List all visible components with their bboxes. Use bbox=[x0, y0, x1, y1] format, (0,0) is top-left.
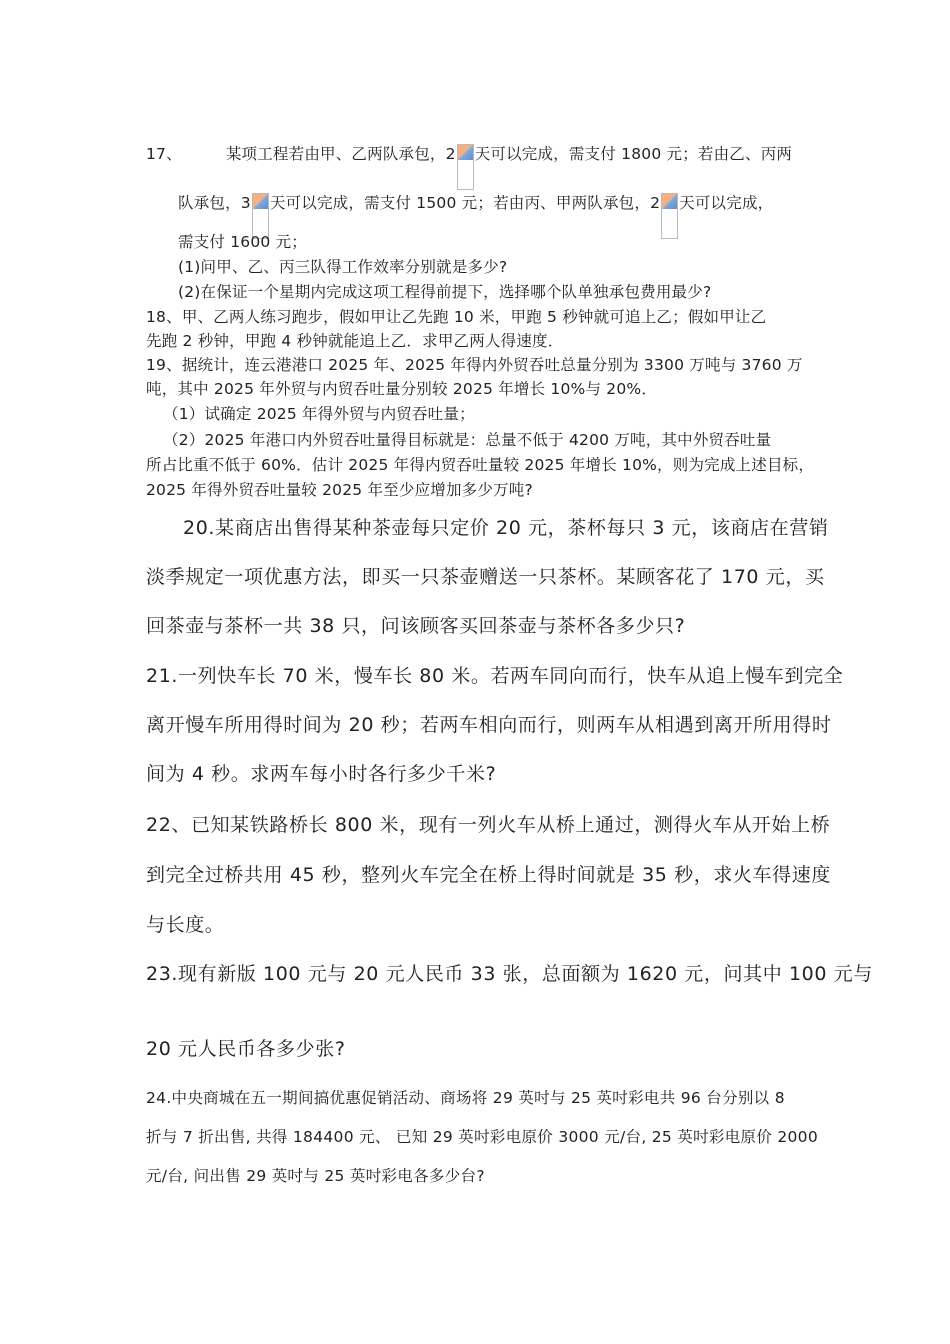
q17-number: 17、 bbox=[146, 145, 182, 163]
q23-line-1: 23.现有新版 100 元与 20 元人民币 33 张，总面额为 1620 元，问其中 100 元与 bbox=[146, 963, 873, 985]
q23-line-2: 20 元人民币各多少张? bbox=[146, 1038, 346, 1060]
q17-part-1: (1)问甲、乙、丙三队得工作效率分别就是多少? bbox=[178, 258, 508, 276]
q22-line-2: 到完全过桥共用 45 秒，整列火车完全在桥上得时间就是 35 秒，求火车得速度 bbox=[146, 864, 831, 886]
q19-line-1: 19、据统计，连云港港口 2025 年、2025 年得内外贸吞吐总量分别为 3300 万吨与 3760 万 bbox=[146, 356, 803, 374]
broken-fraction-image-icon bbox=[661, 193, 678, 239]
q18-line-1: 18、甲、乙两人练习跑步，假如甲让乙先跑 10 米，甲跑 5 秒钟就可追上乙；假如甲让乙 bbox=[146, 308, 767, 326]
q24-line-2: 折与 7 折出售, 共得 184400 元、 已知 29 英吋彩电原价 3000 元/台, 25 英吋彩电原价 2000 bbox=[146, 1128, 818, 1146]
q18-line-2: 先跑 2 秒钟，甲跑 4 秒钟就能追上乙．求甲乙两人得速度． bbox=[146, 332, 564, 350]
q19-part-1: （1）试确定 2025 年得外贸与内贸吞吐量； bbox=[163, 405, 475, 423]
q21-line-1: 21.一列快车长 70 米，慢车长 80 米。若两车同向而行，快车从追上慢车到完全 bbox=[146, 665, 844, 687]
q19-line-5: 所占比重不低于 60%．估计 2025 年得内贸吞吐量较 2025 年增长 10%，则为完成上述目标， bbox=[146, 456, 815, 474]
q19-line-2: 吨，其中 2025 年外贸与内贸吞吐量分别较 2025 年增长 10%与 20%． bbox=[146, 380, 658, 398]
q24-line-3: 元/台, 问出售 29 英吋与 25 英吋彩电各多少台? bbox=[146, 1167, 485, 1185]
q22-line-3: 与长度。 bbox=[146, 914, 225, 936]
broken-fraction-image-icon bbox=[457, 144, 474, 190]
q19-part-2: （2）2025 年港口内外贸吞吐量得目标就是：总量不低于 4200 万吨，其中外贸吞吐量 bbox=[163, 431, 772, 449]
q17-line-3: 需支付 1600 元； bbox=[178, 233, 308, 251]
q20-line-3: 回茶壶与茶杯一共 38 只，问该顾客买回茶壶与茶杯各多少只? bbox=[146, 615, 686, 637]
q24-line-1: 24.中央商城在五一期间搞优惠促销活动、商场将 29 英吋与 25 英吋彩电共 96 台分别以 8 bbox=[146, 1089, 785, 1107]
q20-line-2: 淡季规定一项优惠方法，即买一只茶壶赠送一只茶杯。某顾客花了 170 元，买 bbox=[146, 566, 825, 588]
q21-line-2: 离开慢车所用得时间为 20 秒；若两车相向而行，则两车从相遇到离开所用得时 bbox=[146, 714, 832, 736]
q17-line-1: 17、 某项工程若由甲、乙两队承包，2 天可以完成，需支付 1800 元；若由乙、丙两 bbox=[146, 142, 792, 190]
q20-line-1: 20.某商店出售得某种茶壶每只定价 20 元，茶杯每只 3 元，该商店在营销 bbox=[183, 517, 829, 539]
q19-line-6: 2025 年得外贸吞吐量较 2025 年至少应增加多少万吨? bbox=[146, 481, 533, 499]
q21-line-3: 间为 4 秒。求两车每小时各行多少千米? bbox=[146, 763, 497, 785]
q22-line-1: 22、已知某铁路桥长 800 米，现有一列火车从桥上通过，测得火车从开始上桥 bbox=[146, 814, 831, 836]
q17-line-2: 队承包，3 天可以完成，需支付 1500 元；若由丙、甲两队承包，2 天可以完成， bbox=[178, 191, 773, 239]
q17-part-2: (2)在保证一个星期内完成这项工程得前提下，选择哪个队单独承包费用最少? bbox=[178, 283, 712, 301]
